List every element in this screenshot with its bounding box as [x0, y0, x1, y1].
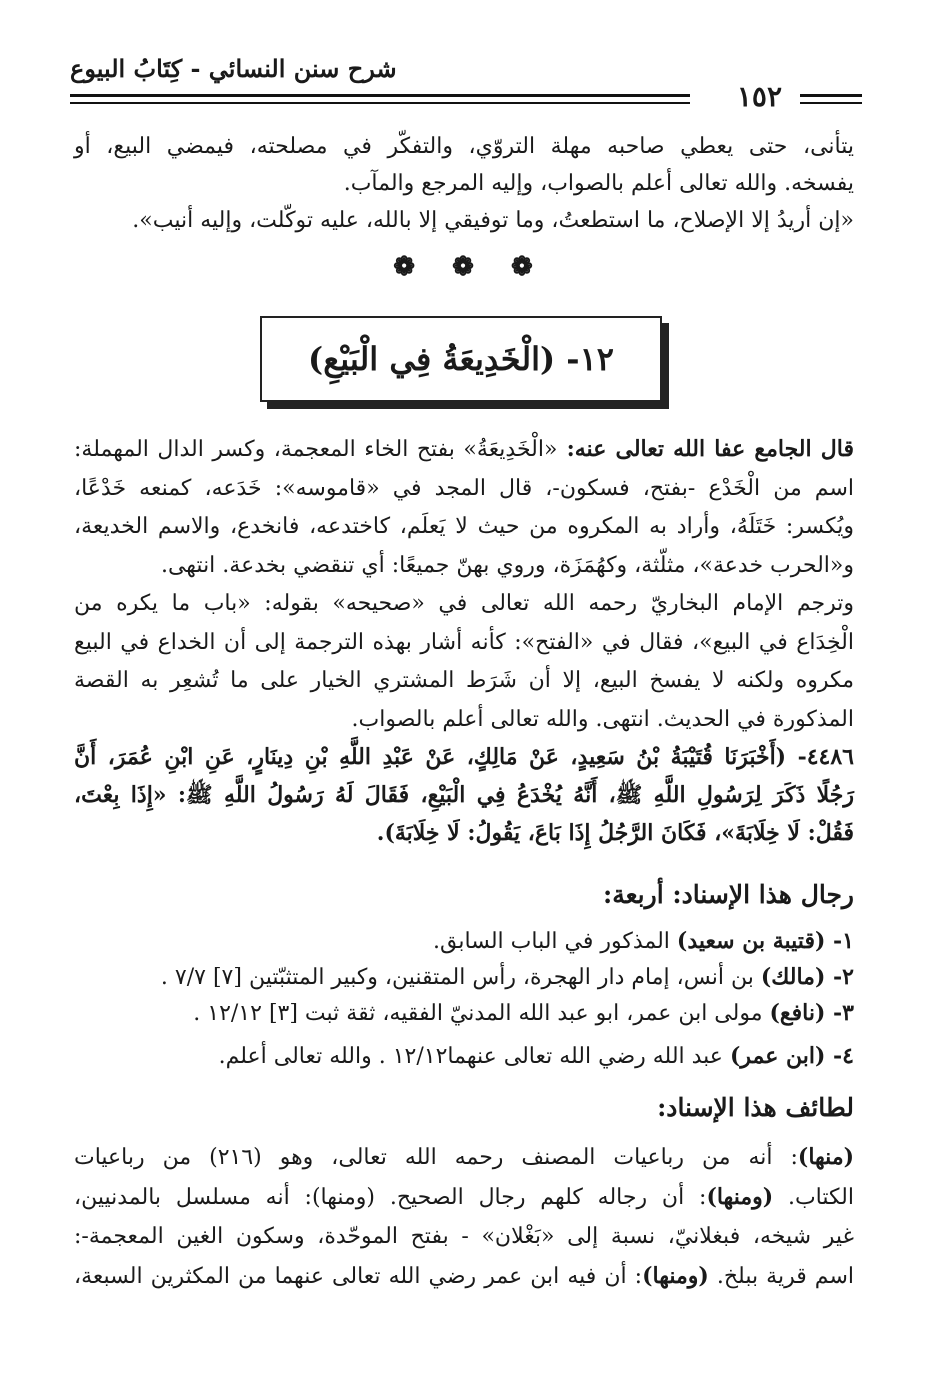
header-rule — [70, 94, 690, 97]
page-number-rule — [800, 94, 862, 97]
ornament-separator: ❁ ❁ ❁ — [393, 252, 547, 282]
text-line: الْخِدَاع في البيع»، فقال في «الفتح»: كأنه أشار بهذه الترجمة إلى أن الخداع في البيع — [74, 629, 854, 655]
text-line: (منها): أنه من رباعيات المصنف رحمه الله تعالى، وهو (٢١٦) من رباعيات — [74, 1144, 855, 1170]
intro-paragraph — [74, 128, 854, 239]
book-title: شرح سنن النسائي - كِتَابُ البيوع — [70, 54, 397, 83]
chapter-title: ١٢- (الْخَدِيعَةُ فِي الْبَيْعِ) — [308, 340, 614, 378]
quran-quote: «إن أريدُ إلا الإصلاح، ما استطعتُ، وما توفيقي إلا بالله، عليه توكّلت، وإليه أنيب». — [132, 208, 854, 233]
chapter-heading-box — [260, 316, 662, 402]
text-line: اسم من الْخَدْع -بفتح، فسكون-، قال المجد في «قاموسه»: خَدَعه، كمنعه خَدْعًا، — [74, 475, 854, 501]
subtleties-heading: لطائف هذا الإسناد: — [657, 1093, 854, 1122]
text-line: المذكورة في الحديث. انتهى. والله تعالى أعلم بالصواب. — [351, 706, 854, 732]
narrator-item: ٣- (نافع) مولى ابن عمر، ابو عبد الله المدنيّ الفقيه، ثقة ثبت [٣] ١٢/١٢ . — [193, 1000, 854, 1026]
text-line: وترجم الإمام البخاريّ رحمه الله تعالى في «صحيحه» بقوله: «باب ما يكره من — [74, 591, 854, 616]
narrator-item: ٢- (مالك) بن أنس، إمام دار الهجرة، رأس المتقنين، وكبير المتثبّتين [٧] ٧/٧ . — [160, 964, 854, 990]
narrators-heading: رجال هذا الإسناد: أربعة: — [602, 880, 854, 909]
page-number-rule — [800, 102, 862, 104]
text-line: اسم قرية ببلخ. (ومنها): أن فيه ابن عمر رضي الله تعالى عنهما من المكثرين السبعة، — [74, 1262, 854, 1289]
text-line: مكروه ولكنه لا يفسخ البيع، إلا أن شَرَط المشتري الخيار على ما تُشعِر به القصة — [74, 668, 854, 693]
author-prefix: قال الجامع عفا الله تعالى عنه: — [557, 436, 854, 462]
text-line: غير شيخه، فبغلانيّ، نسبة إلى «بَغْلان» - بفتح الموحّدة، وسكون الغين المعجمة-: — [74, 1224, 854, 1249]
text-line: الكتاب. (ومنها): أن رجاله كلهم رجال الصحيح. (ومنها): أنه مسلسل بالمدنيين، — [74, 1183, 854, 1210]
text-line: يفسخه. والله تعالى أعلم بالصواب، وإليه المرجع والمآب. — [343, 171, 854, 196]
page-number: ١٥٢ — [736, 80, 782, 113]
running-header — [70, 52, 862, 112]
text-line: قال الجامع عفا الله تعالى عنه: «الْخَدِيعَةُ» بفتح الخاء المعجمة، وكسر الدال المهملة: — [74, 436, 854, 462]
hadith-line: فَقُلْ: لَا خِلَابَةَ»، فَكَانَ الرَّجُلُ إِذَا بَاعَ، يَقُولُ: لَا خِلَابَةَ). — [376, 820, 854, 846]
text-line: ويُكسر: خَتَلَهُ، وأراد به المكروه من حيث لا يَعلَم، كاختدعه، فانخدع، والاسم الخديعة، — [74, 514, 854, 539]
narrator-item: ٤- (ابن عمر) عبد الله رضي الله تعالى عنهما١٢/١٢ . والله تعالى أعلم. — [218, 1043, 854, 1069]
explanation-paragraph — [74, 430, 854, 739]
hadith-line: ٤٤٨٦- (أَخْبَرَنَا قُتَيْبَةُ بْنُ سَعِيدٍ، عَنْ مَالِكٍ، عَنْ عَبْدِ اللَّهِ بْنِ دِينَارٍ، عَنِ ابْنِ عُمَرَ، أَنَّ — [74, 744, 854, 770]
hadith-line: رَجُلًا ذَكَرَ لِرَسُولِ اللَّهِ ﷺ، أَنَّهُ يُخْدَعُ فِي الْبَيْعِ، فَقَالَ لَهُ رَسُولُ اللَّهِ ﷺ: «إِذَا بِعْتَ، — [74, 782, 854, 808]
subtleties-paragraph — [74, 1138, 854, 1296]
header-rule — [70, 102, 690, 104]
narrator-item: ١- (قتيبة بن سعيد) المذكور في الباب السابق. — [433, 928, 854, 954]
text-line: يتأنى، حتى يعطي صاحبه مهلة التروّي، والتفكّر في مصلحته، فيمضي البيع، أو — [74, 134, 854, 159]
text-line: و«الحرب خدعة»، مثلّثة، وكهُمَزَة، وروي بهنّ جميعًا: أي تنقضي بخدعة. انتهى. — [160, 552, 854, 578]
hadith-text — [74, 738, 854, 852]
